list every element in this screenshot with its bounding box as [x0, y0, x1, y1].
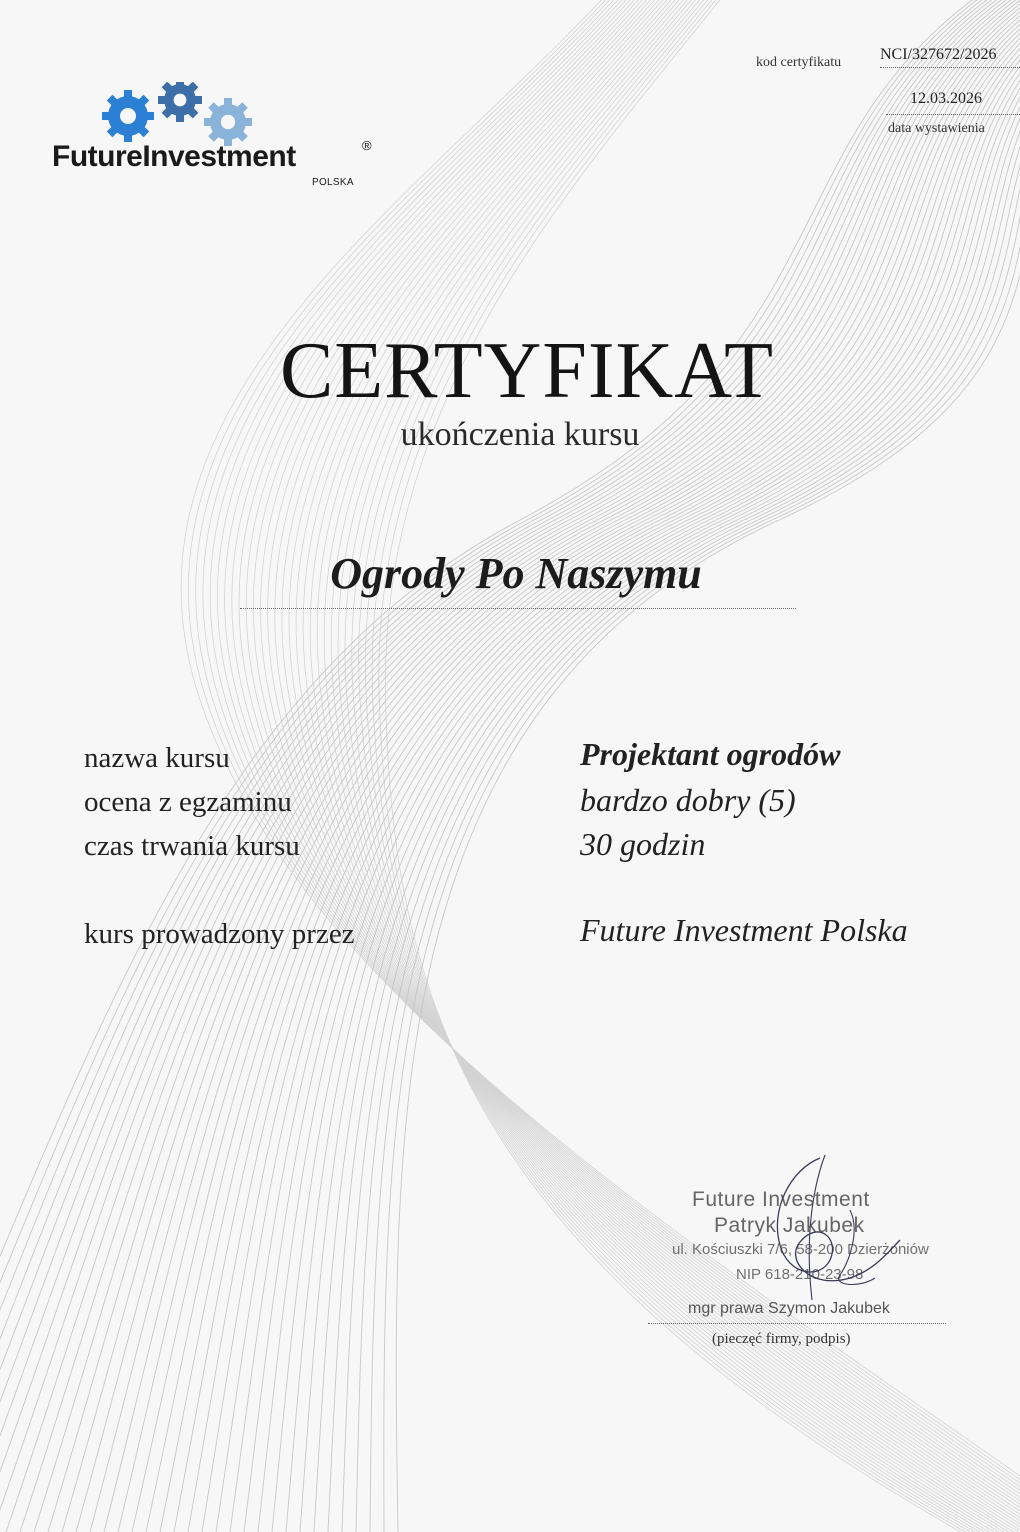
- gear-shape: [158, 82, 202, 122]
- certificate-subtitle: ukończenia kursu: [400, 416, 640, 453]
- gear-shape: [102, 90, 154, 142]
- recipient-name: Ogrody Po Naszymu: [330, 549, 702, 598]
- stamp-owner: Patryk Jakubek: [714, 1214, 865, 1237]
- exam-grade-label: ocena z egzaminu: [84, 786, 292, 818]
- recipient-underline: [240, 608, 796, 609]
- certificate-code-label: kod certyfikatu: [756, 55, 842, 70]
- course-name-value: Projektant ogrodów: [580, 736, 841, 772]
- stamp-tax-id: NIP 618-210-23-98: [736, 1266, 864, 1283]
- duration-label: czas trwania kursu: [84, 830, 300, 862]
- certificate-title: CERTYFIKAT: [279, 327, 775, 415]
- logo-country: POLSKA: [312, 177, 354, 188]
- issue-date-label: data wystawienia: [888, 121, 985, 136]
- handwritten-signature: [700, 1150, 920, 1310]
- signature-line: [648, 1323, 946, 1324]
- gears-icon: [50, 82, 390, 192]
- provider-label: kurs prowadzony przez: [84, 918, 355, 950]
- registered-mark: ®: [362, 138, 372, 153]
- duration-value: 30 godzin: [580, 826, 706, 862]
- provider-value: Future Investment Polska: [580, 912, 908, 948]
- company-logo: [50, 82, 390, 192]
- certificate-code-value: NCI/327672/2026: [880, 46, 1020, 68]
- issue-date-value: 12.03.2026: [910, 90, 982, 107]
- stamp-signatory: mgr prawa Szymon Jakubek: [688, 1300, 890, 1317]
- logo-wordmark: FutureInvestment: [52, 140, 296, 173]
- stamp-address: ul. Kościuszki 7/6, 58-200 Dzierżoniów: [672, 1241, 929, 1258]
- stamp-company: Future Investment: [692, 1188, 870, 1211]
- exam-grade-value: bardzo dobry (5): [580, 782, 796, 818]
- issue-date-underline: [886, 114, 1020, 115]
- gear-shape: [204, 98, 252, 146]
- signature-caption: (pieczęć firmy, podpis): [712, 1331, 851, 1347]
- course-name-label: nazwa kursu: [84, 742, 230, 774]
